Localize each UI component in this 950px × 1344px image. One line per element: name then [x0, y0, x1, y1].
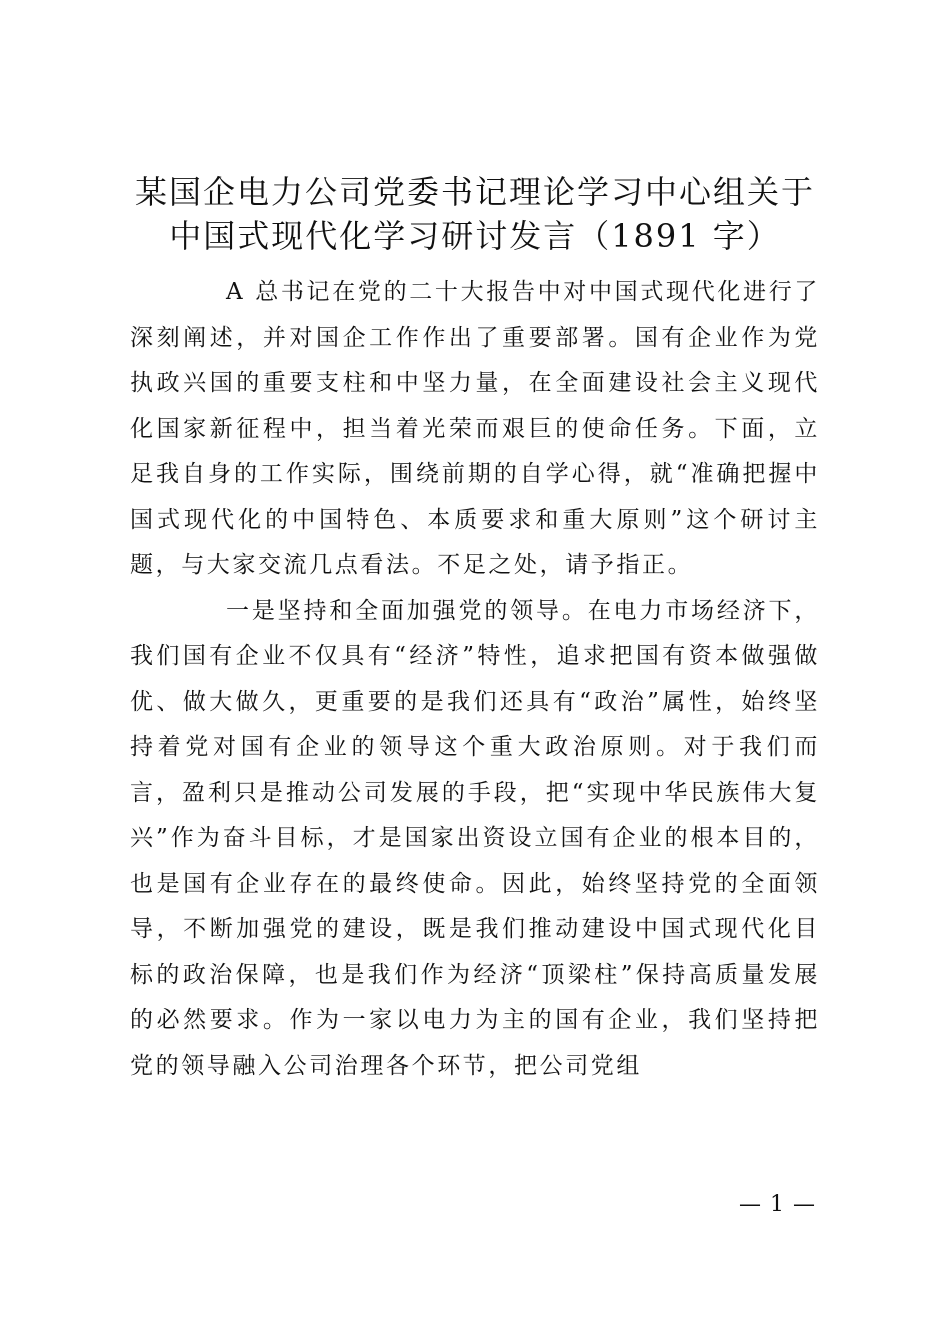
paragraph-party-leadership: 一是坚持和全面加强党的领导。在电力市场经济下，我们国有企业不仅具有“经济”特性，追求把国有资本做强做优、做大做久，更重要的是我们还具有“政治”属性，始终坚持着党对国有企业的领导这个重大政治原则。对于我们而言，盈利只是推动公司发展的手段，把“实现中华民族伟大复兴”作为奋斗目标，才是国家出资设立国有企业的根本目的，也是国有企业存在的最终使命。因此，始终坚持党的全面领导，不断加强党的建设，既是我们推动建设中国式现代化目标的政治保障，也是我们作为经济“顶梁柱”保持高质量发展的必然要求。作为一家以电力为主的国有企业，我们坚持把党的领导融入公司治理各个环节，把公司党组 [130, 597, 820, 1079]
document-title [120, 170, 830, 258]
title-line-2: 中国式现代化学习研讨发言（1891 字） [169, 217, 781, 255]
page-number: — 1 — [739, 1192, 816, 1217]
title-line-1: 某国企电力公司党委书记理论学习中心组关于 [134, 173, 815, 211]
paragraph-intro: A 总书记在党的二十大报告中对中国式现代化进行了深刻阐述，并对国企工作作出了重要部署。国有企业作为党执政兴国的重要支柱和中坚力量，在全面建设社会主义现代化国家新征程中，担当着光荣而艰巨的使命任务。下面，立足我自身的工作实际，围绕前期的自学心得，就“准确把握中国式现代化的中国特色、本质要求和重大原则”这个研讨主题，与大家交流几点看法。不足之处，请予指正。 [130, 279, 820, 578]
document-body [130, 270, 820, 1089]
